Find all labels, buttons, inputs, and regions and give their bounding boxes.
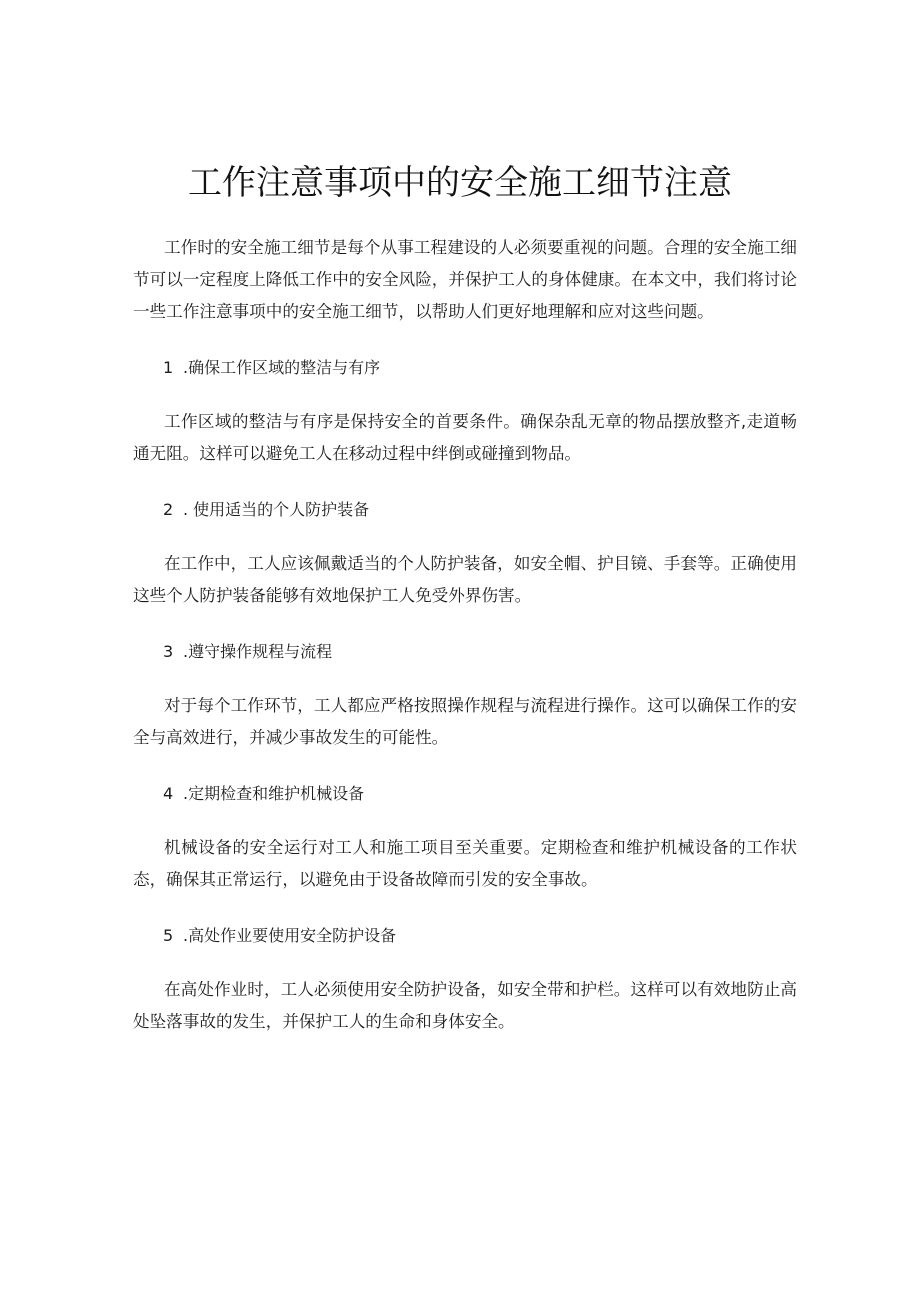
section-number: 5 — [163, 926, 174, 945]
document-body — [133, 232, 797, 1038]
section-heading-5 — [133, 920, 797, 952]
section-heading-4 — [133, 778, 797, 810]
section-number: 4 — [163, 784, 174, 803]
section-heading-text: .遵守操作规程与流程 — [183, 642, 333, 661]
section-heading-text: . 使用适当的个人防护装备 — [183, 500, 370, 519]
section-number: 3 — [163, 642, 174, 661]
section-heading-text: .定期检查和维护机械设备 — [183, 784, 365, 803]
document-title: 工作注意事项中的安全施工细节注意 — [188, 163, 732, 203]
intro-paragraph: 工作时的安全施工细节是每个从事工程建设的人必须要重视的问题。合理的安全施工细节可以一定程度上降低工作中的安全风险，并保护工人的身体健康。在本文中，我们将讨论一些工作注意事项中的安全施工细节，以帮助人们更好地理解和应对这些问题。 — [133, 238, 797, 321]
section-heading-1 — [133, 352, 797, 384]
section-body-2: 在工作中，工人应该佩戴适当的个人防护装备，如安全帽、护目镜、手套等。正确使用这些个人防护装备能够有效地保护工人免受外界伤害。 — [133, 554, 797, 605]
section-body-4: 机械设备的安全运行对工人和施工项目至关重要。定期检查和维护机械设备的工作状态，确保其正常运行，以避免由于设备故障而引发的安全事故。 — [133, 838, 797, 889]
section-body-5: 在高处作业时，工人必须使用安全防护设备，如安全带和护栏。这样可以有效地防止高处坠落事故的发生，并保护工人的生命和身体安全。 — [133, 980, 797, 1031]
section-heading-text: .确保工作区域的整洁与有序 — [183, 358, 381, 377]
section-number: 1 — [163, 358, 174, 377]
section-heading-2 — [133, 494, 797, 526]
section-heading-3 — [133, 636, 797, 668]
section-body-3: 对于每个工作环节，工人都应严格按照操作规程与流程进行操作。这可以确保工作的安全与高效进行，并减少事故发生的可能性。 — [133, 696, 797, 747]
section-number: 2 — [163, 500, 174, 519]
section-body-1: 工作区域的整洁与有序是保持安全的首要条件。确保杂乱无章的物品摆放整齐,走道畅通无阻。这样可以避免工人在移动过程中绊倒或碰撞到物品。 — [133, 412, 797, 463]
section-heading-text: .高处作业要使用安全防护设备 — [183, 926, 397, 945]
